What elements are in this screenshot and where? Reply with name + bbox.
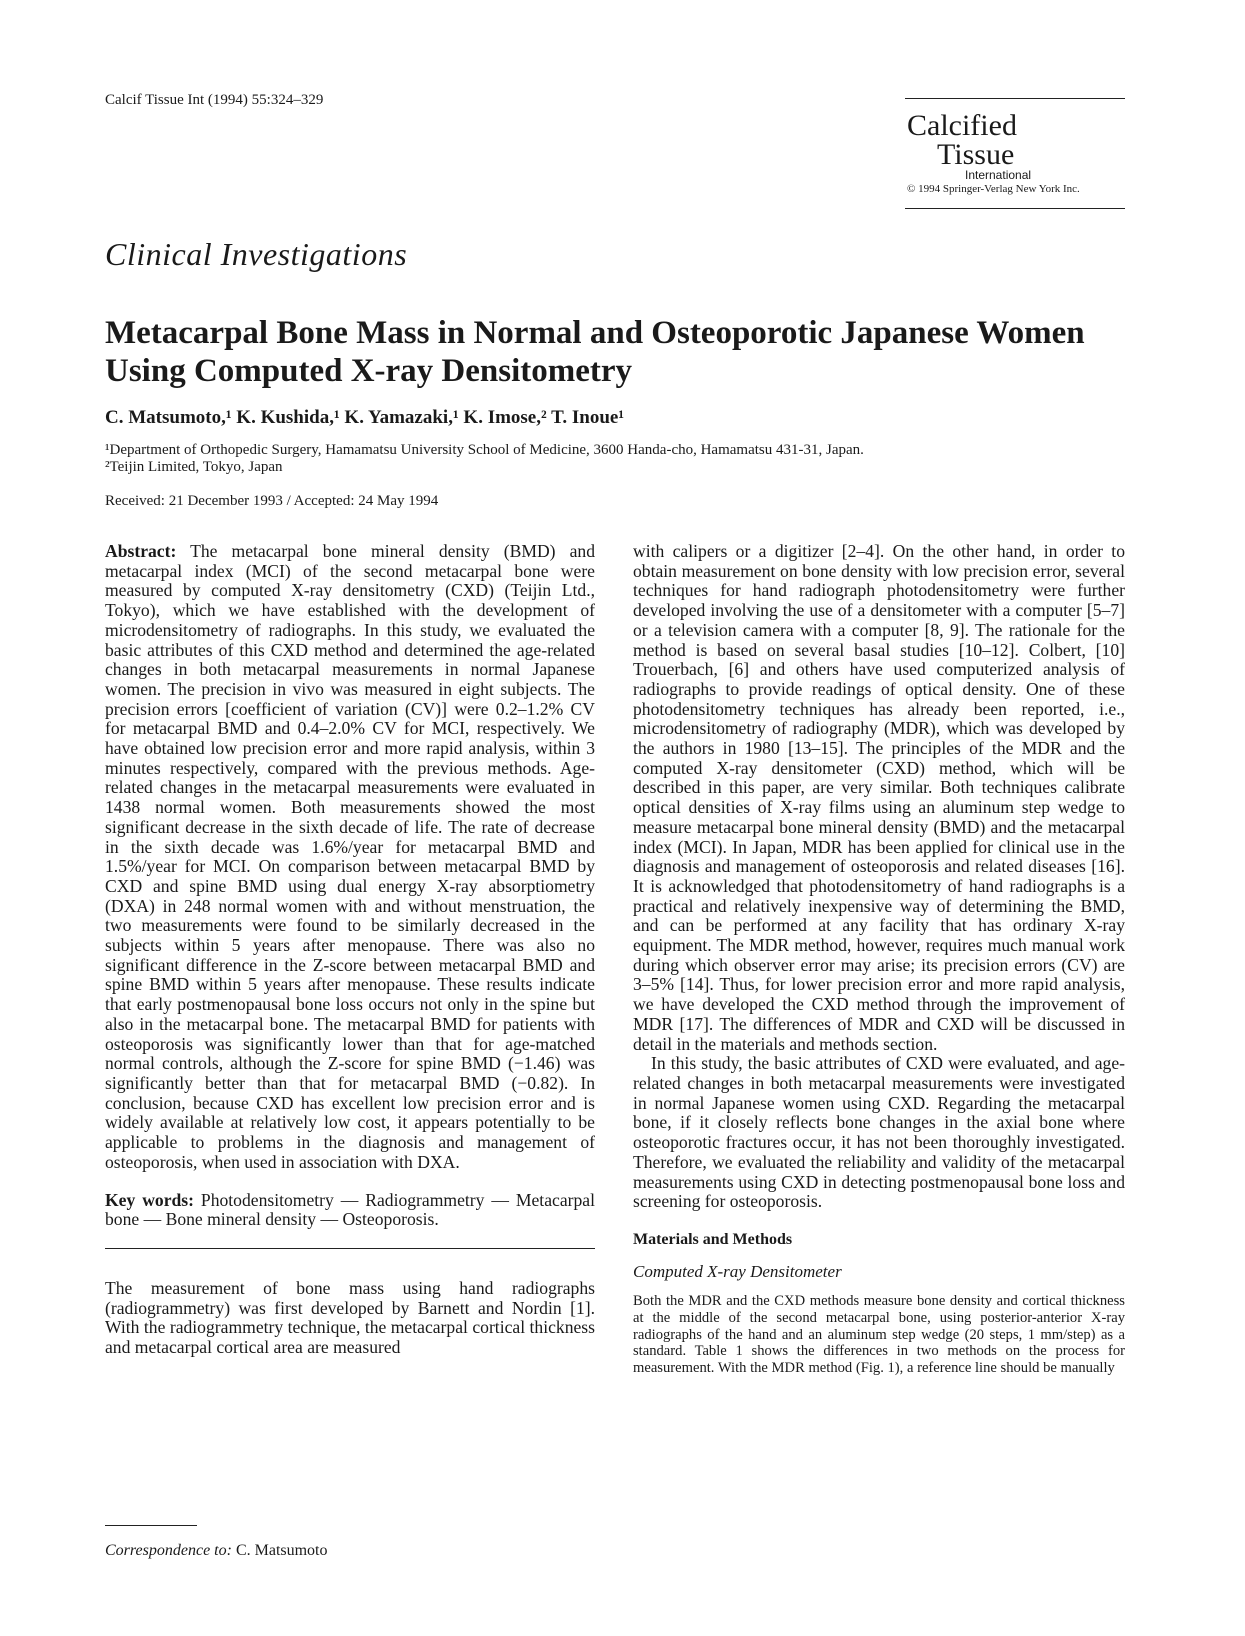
journal-name-line3: International	[965, 168, 1032, 182]
correspondence	[105, 1542, 328, 1560]
keywords	[105, 1191, 595, 1230]
body-paragraph-2: In this study, the basic attributes of CXD were evaluated, and age-related changes in both metacarpal measurements were investigated in normal Japanese women using CXD. Regarding the metacarpal bone, if it closely reflects bone changes in the axial bone where osteoporotic fractures occur, it has not been thoroughly investigated. Therefore, we evaluated the reliability and validity of the metacarpal measurements using CXD in detecting postmenopausal bone loss and screening for osteoporosis.	[633, 1053, 1125, 1212]
body-paragraph-1: with calipers or a digitizer [2–4]. On the other hand, in order to obtain measurement on bone density with low precision error, several techniques for hand radiograph photodensitometry were further developed involving the use of a densitometer with a computer [5–7] or a television camera with a computer [8, 9]. The rationale for the method is based on several basal studies [10–12]. Colbert, [10] Trouerbach, [6] and others have used computerized analysis of radiographs to provide readings of optical density. One of these photodensitometry techniques has already been reported, i.e., microdensitometry of radiography (MDR), which was developed by the authors in 1980 [13–15]. The principles of the MDR and the computed X-ray densitometer (CXD) method, which will be described in this paper, are very similar. Both techniques calibrate optical densities of X-ray films using an aluminum step wedge to measure metacarpal bone mineral density (BMD) and the metacarpal index (MCI). In Japan, MDR has been applied for clinical use in the diagnosis and management of osteoporosis and related diseases [16]. It is acknowledged that photodensitometry of hand radiographs is a practical and relatively inexpensive way of determining the BMD, and can be performed at any facility that has ordinary X-ray equipment. The MDR method, however, requires much manual work during which observer error may arise; its precision errors (CV) are 3–5% [14]. Thus, for lower precision error and more rapid analysis, we have developed the CXD method through the improvement of MDR [17]. The differences of MDR and CXD will be discussed in detail in the materials and methods section.	[633, 541, 1125, 1054]
body-paragraph-3: Both the MDR and the CXD methods measure bone density and cortical thickness at the middle of the second metacarpal bone, using posterior-anterior X-ray radiographs of the hand and an aluminum step wedge (20 steps, 1 mm/step) as a standard. Table 1 shows the differences in two methods on the process for measurement. With the MDR method (Fig. 1), a reference line should be manually	[633, 1293, 1125, 1376]
article-title: Metacarpal Bone Mass in Normal and Osteoporotic Japanese Women Using Computed X-ray Densitometry	[105, 315, 1085, 389]
journal-name-line1: Calcified	[907, 109, 1017, 142]
correspondence-label: Correspondence to:	[105, 1542, 232, 1559]
left-column	[105, 542, 595, 1358]
abstract-label: Abstract:	[105, 541, 177, 561]
journal-name-line2: Tissue	[937, 138, 1015, 171]
cxd-subheading: Computed X-ray Densitometer	[633, 1261, 842, 1281]
keywords-text: Photodensitometry — Radiogrammetry — Metacarpal bone — Bone mineral density — Osteoporosis.	[105, 1189, 595, 1230]
received-accepted-dates: Received: 21 December 1993 / Accepted: 24 May 1994	[105, 493, 439, 509]
abstract-text: The metacarpal bone mineral density (BMD) and metacarpal index (MCI) of the second metacarpal bone were measured by computed X-ray densitometry (CXD) (Teijin Ltd., Tokyo), which we have established with the development of microdensitometry of radiographs. In this study, we evaluated the basic attributes of this CXD method and determined the age-related changes in both metacarpal measurements in normal Japanese women. The precision in vivo was measured in eight subjects. The precision errors [coefficient of variation (CV)] were 0.2–1.2% CV for metacarpal BMD and 0.4–2.0% CV for MCI, respectively. We have obtained low precision error and more rapid analysis, within 3 minutes respectively, compared with the previous methods. Age-related changes in the metacarpal measurements were evaluated in 1438 normal women. Both measurements showed the most significant decrease in the sixth decade of life. The rate of decrease in the sixth decade was 1.6%/year for metacarpal BMD and 1.5%/year for MCI. On comparison between metacarpal BMD by CXD and spine BMD using dual energy X-ray absorptiometry (DXA) in 248 normal women with and without menstruation, the two measurements were found to be similarly decreased in the subjects within 5 years after menopause. There was also no significant difference in the Z-score between metacarpal BMD and spine BMD within 5 years after menopause. These results indicate that early postmenopausal bone loss occurs not only in the spine but also in the metacarpal bone. The metacarpal BMD for patients with osteoporosis was significantly lower than that for age-matched normal controls, although the Z-score for spine BMD (−1.46) was significantly better than that for metacarpal BMD (−0.82). In conclusion, because CXD has excellent low precision error and is widely available at relatively low cost, it appears potentially to be applicable to problems in the diagnosis and management of osteoporosis, when used in association with DXA.	[105, 541, 595, 1172]
keywords-label: Key words:	[105, 1189, 194, 1210]
correspondence-name: C. Matsumoto	[235, 1542, 328, 1559]
section-label: Clinical Investigations	[105, 236, 408, 272]
copyright-notice: © 1994 Springer-Verlag New York Inc.	[907, 183, 1080, 195]
materials-methods-heading: Materials and Methods	[633, 1230, 793, 1248]
brand-bottom-rule	[905, 208, 1125, 209]
abstract-separator	[105, 1248, 595, 1249]
abstract	[105, 542, 595, 1173]
journal-citation: Calcif Tissue Int (1994) 55:324–329	[105, 92, 324, 108]
affiliation-1: ¹Department of Orthopedic Surgery, Hamamatsu University School of Medicine, 3600 Handa-cho, Hamamatsu 431-31, Japan.	[105, 442, 864, 458]
author-list: C. Matsumoto,¹ K. Kushida,¹ K. Yamazaki,¹ K. Imose,² T. Inoue¹	[105, 407, 625, 428]
affiliations	[105, 442, 1155, 476]
affiliation-2: ²Teijin Limited, Tokyo, Japan	[105, 459, 283, 475]
journal-brand	[905, 98, 1125, 209]
intro-paragraph: The measurement of bone mass using hand radiographs (radiogrammetry) was first developed by Barnett and Nordin [1]. With the radiogrammetry technique, the metacarpal cortical thickness and metacarpal cortical area are measured	[105, 1277, 595, 1358]
brand-top-rule	[905, 98, 1125, 99]
right-column	[633, 542, 1125, 1376]
footnote-rule	[105, 1525, 197, 1526]
